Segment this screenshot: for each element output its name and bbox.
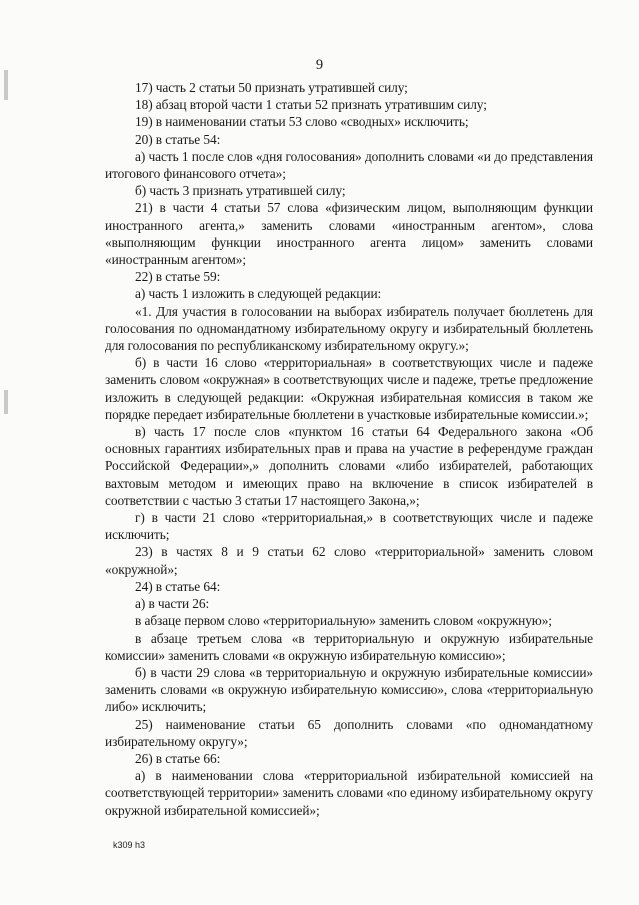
paragraph: 20) в статье 54: (135, 131, 221, 147)
scan-edge-mark (4, 390, 8, 414)
paragraph: г) в части 21 слово «территориальная,» в соответствующих числе и падеже исключить; (105, 510, 593, 543)
paragraph: 19) в наименовании статьи 53 слово «сводных» исключить; (135, 114, 469, 130)
paragraph: 25) наименование статьи 65 дополнить словами «по одномандатному избирательному округу»; (105, 716, 593, 749)
paragraph: а) часть 1 изложить в следующей редакции: (135, 286, 382, 302)
scan-edge-mark (4, 70, 8, 100)
document-body (105, 79, 593, 819)
paragraph: б) в части 29 слова «в территориальную и окружную избирательные комиссии» заменить словами «в окружную избирательную комиссию», слова «территориальную либо» исключить; (105, 664, 593, 715)
paragraph: «1. Для участия в голосовании на выборах избиратель получает бюллетень для голосования по одномандатному избирательному округу и избирательный бюллетень для голосования по республиканскому избирательному округу.»; (105, 303, 593, 354)
paragraph: 23) в частях 8 и 9 статьи 62 слово «территориальной» заменить словом «окружной»; (105, 544, 593, 577)
paragraph: б) в части 16 слово «территориальная» в соответствующих числе и падеже заменить словом «окружная» в соответствующих числе и падеже, третье предложение изложить в следующей редакции: «Окружная избирательная комиссия в таком же порядке передает избирательные бюллетени в участковые избирательные комиссии.»; (105, 355, 593, 422)
paragraph: 21) в части 4 статьи 57 слова «физическим лицом, выполняющим функции иностранного агента,» заменить словами «иностранным агентом», слова «выполняющим функции иностранного агента лицом» заменить словами «иностранным агентом»; (105, 200, 593, 268)
paragraph: а) в наименовании слова «территориальной избирательной комиссией на соответствующей территории» заменить словами «по единому избирательному округу окружной избирательной комиссией»; (105, 768, 593, 818)
paragraph: а) часть 1 после слов «дня голосования» дополнить словами «и до представления итогового финансового отчета»; (105, 148, 593, 182)
paragraph: б) часть 3 признать утратившей силу; (135, 183, 346, 199)
page-number: 9 (315, 57, 324, 73)
paragraph: а) в части 26: (135, 596, 210, 612)
paragraph: 24) в статье 64: (135, 578, 221, 594)
paragraph: 26) в статье 66: (135, 750, 221, 766)
document-footer-code: k309 h3 (113, 840, 146, 850)
paragraph: 17) часть 2 статьи 50 признать утратившей силу; (135, 80, 408, 95)
paragraph: 18) абзац второй части 1 статьи 52 признать утратившим силу; (135, 97, 487, 113)
paragraph: в абзаце первом слово «территориальную» заменить словом «окружную»; (135, 613, 552, 629)
paragraph: в) часть 17 после слов «пунктом 16 статьи 64 Федерального закона «Об основных гарантиях избирательных прав и права на участие в референдуме граждан Российской Федерации»,» дополнить словами «либо избирателей, работающих вахтовым методом и имеющих право на включение в список избирателей в соответствии с частью 3 статьи 17 настоящего Закона,»; (105, 424, 593, 508)
paragraph: 22) в статье 59: (135, 269, 221, 285)
paragraph: в абзаце третьем слова «в территориальную и окружную избирательные комиссии» заменить словами «в окружную избирательную комиссию»; (105, 630, 593, 663)
